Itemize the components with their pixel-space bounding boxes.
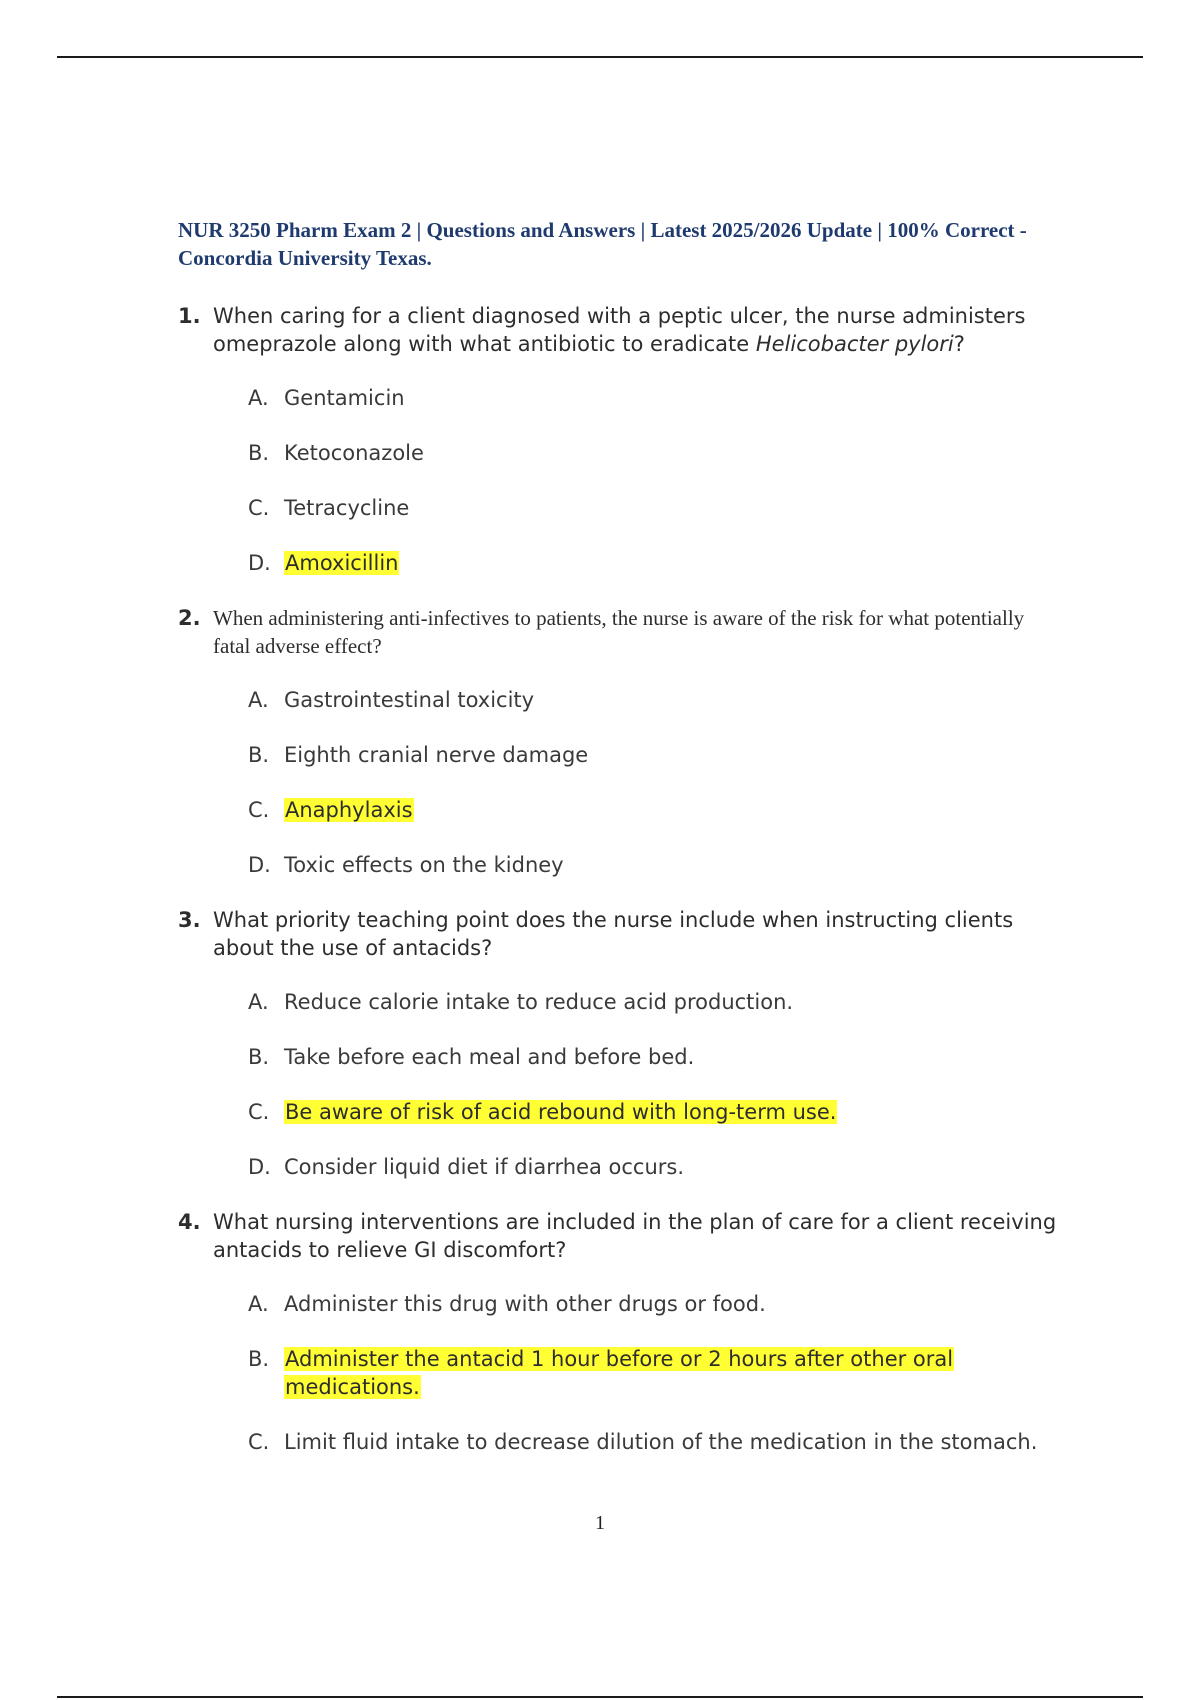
option-text: Reduce calorie intake to reduce acid production. [284, 990, 794, 1014]
option-d-correct [248, 549, 1058, 577]
top-rule [57, 56, 1143, 58]
option-letter: C. [248, 496, 270, 520]
correct-answer-highlight: Anaphylaxis [285, 798, 413, 822]
option-a [248, 1290, 1058, 1318]
option-text [284, 1098, 1058, 1126]
question-stem [178, 604, 1058, 660]
question-text-part: ? [953, 332, 965, 356]
option-letter: A. [248, 386, 269, 410]
option-c-correct [248, 1098, 1058, 1126]
page-number: 1 [595, 1512, 605, 1534]
option-text: Toxic effects on the kidney [284, 853, 564, 877]
question-text: What nursing interventions are included in the plan of care for a client receiving antacids to relieve GI discomfort? [213, 1210, 1057, 1262]
option-letter: C. [248, 798, 270, 822]
option-letter: B. [248, 1045, 270, 1069]
option-b [248, 741, 1058, 769]
question-number: 1. [178, 304, 201, 328]
correct-answer-highlight: Be aware of risk of acid rebound with long-term use. [285, 1100, 837, 1124]
option-text: Limit fluid intake to decrease dilution of the medication in the stomach. [284, 1430, 1038, 1454]
option-c-correct [248, 796, 1058, 824]
question-stem [178, 1208, 1058, 1264]
option-a [248, 384, 1058, 412]
option-text [284, 1345, 1058, 1401]
question-4 [178, 1208, 1058, 1456]
option-letter: C. [248, 1100, 270, 1124]
option-c [248, 494, 1058, 522]
question-text-part: When caring for a client diagnosed with a peptic ulcer, the nurse administers omeprazole along with what antibiotic to eradicate [213, 304, 1026, 356]
options-list [178, 384, 1058, 577]
question-1 [178, 302, 1058, 577]
option-c [248, 1428, 1058, 1456]
option-letter: A. [248, 990, 269, 1014]
question-text [213, 302, 1058, 358]
question-2 [178, 604, 1058, 879]
document-body [178, 216, 1058, 1483]
option-b [248, 1043, 1058, 1071]
option-letter: D. [248, 1155, 271, 1179]
option-d [248, 851, 1058, 879]
option-text [284, 549, 1058, 577]
question-stem [178, 906, 1058, 962]
option-text: Gastrointestinal toxicity [284, 688, 535, 712]
option-text: Consider liquid diet if diarrhea occurs. [284, 1155, 685, 1179]
correct-answer-highlight: Administer the antacid 1 hour before or 2 hours after other oral medications. [285, 1347, 954, 1399]
question-text: What priority teaching point does the nurse include when instructing clients about the use of antacids? [213, 908, 1014, 960]
option-text: Administer this drug with other drugs or food. [284, 1292, 766, 1316]
option-text: Take before each meal and before bed. [284, 1045, 695, 1069]
option-b [248, 439, 1058, 467]
option-letter: B. [248, 441, 270, 465]
options-list [178, 686, 1058, 879]
option-a [248, 988, 1058, 1016]
option-a [248, 686, 1058, 714]
question-text-italic: Helicobacter pylori [755, 332, 954, 356]
option-text: Gentamicin [284, 386, 405, 410]
option-text [284, 796, 1058, 824]
question-number: 2. [178, 606, 201, 630]
option-letter: D. [248, 853, 271, 877]
option-letter: A. [248, 1292, 269, 1316]
document-title: NUR 3250 Pharm Exam 2 | Questions and Answers | Latest 2025/2026 Update | 100% Correct - Concordia University Texas. [178, 218, 1027, 270]
question-stem [178, 302, 1058, 358]
option-text: Eighth cranial nerve damage [284, 743, 589, 767]
option-letter: C. [248, 1430, 270, 1454]
correct-answer-highlight: Amoxicillin [285, 551, 399, 575]
question-number: 3. [178, 908, 201, 932]
option-text: Tetracycline [284, 496, 410, 520]
option-letter: B. [248, 1347, 270, 1371]
question-text: When administering anti-infectives to patients, the nurse is aware of the risk for what potentially fatal adverse effect? [213, 606, 1025, 658]
option-text: Ketoconazole [284, 441, 424, 465]
option-letter: A. [248, 688, 269, 712]
options-list [178, 1290, 1058, 1456]
options-list [178, 988, 1058, 1181]
option-letter: D. [248, 551, 271, 575]
question-number: 4. [178, 1210, 201, 1234]
option-d [248, 1153, 1058, 1181]
option-b-correct [248, 1345, 1058, 1401]
option-letter: B. [248, 743, 270, 767]
bottom-rule [57, 1696, 1143, 1698]
question-3 [178, 906, 1058, 1181]
